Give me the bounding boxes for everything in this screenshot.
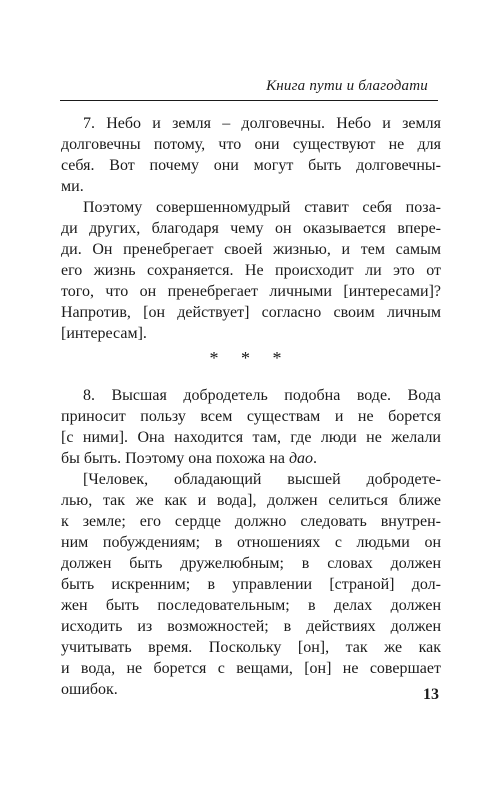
text-line: должен быть дружелюбным; в словах должен (61, 555, 441, 572)
running-head: Книга пути и благодати (266, 78, 428, 94)
text-line: приносит пользу всем существам и не борется (61, 408, 441, 425)
text-line: ошибок. (61, 681, 118, 698)
text-line: жен быть последовательным; в делах должен (61, 597, 441, 614)
text-line: долговечны потому, что они существуют не для (61, 136, 441, 153)
text-line: к земле; его сердце должно следовать внутрен- (61, 513, 441, 530)
text-line: и вода, не борется с вещами, [он] не совершает (61, 660, 441, 677)
text-fragment: бы быть. Поэтому она похожа на (61, 450, 289, 467)
italic-term: дао (288, 450, 314, 467)
text-line: [с ними]. Она находится там, где люди не желали (61, 429, 441, 446)
text-line: ди. Он пренебрегает своей жизнью, и тем самым (61, 241, 441, 258)
text-line: ним побуждениям; в отношениях с людьми он (61, 534, 441, 551)
text-line: того, что он пренебрегает личными [интересами]? (61, 283, 441, 300)
section-8 (61, 385, 441, 700)
header-rule (60, 100, 438, 101)
text-line: ди других, благодаря чему он оказывается впере- (61, 220, 441, 237)
text-line: Напротив, [он действует] согласно своим личным (61, 304, 441, 321)
text-line: учитывать время. Поскольку [он], так же как (61, 639, 441, 656)
text-line: 7. Небо и земля – долговечны. Небо и земля (83, 115, 441, 132)
text-line: его жизнь сохраняется. Не происходит ли это от (61, 262, 441, 279)
text-line: Поэтому совершенномудрый ставит себя поза- (83, 199, 441, 216)
text-line: 8. Высшая добродетель подобна воде. Вода (83, 387, 441, 404)
section-7 (61, 113, 441, 344)
text-line (61, 448, 441, 469)
text-fragment: . (313, 450, 318, 467)
text-line: [Человек, обладающий высшей добродете- (83, 471, 441, 488)
text-line: себя. Вот почему они могут быть долговечны- (61, 157, 441, 174)
text-line: быть искренним; в управлении [страной] дол- (61, 576, 441, 593)
text-line: ми. (61, 178, 84, 195)
text-line: [интересам]. (61, 325, 147, 342)
text-line: лью, так же как и вода], должен селиться ближе (61, 492, 441, 509)
section-separator: * * * (209, 348, 291, 368)
text-line: исходить из возможностей; в действиях должен (61, 618, 441, 635)
page-number: 13 (423, 686, 439, 703)
